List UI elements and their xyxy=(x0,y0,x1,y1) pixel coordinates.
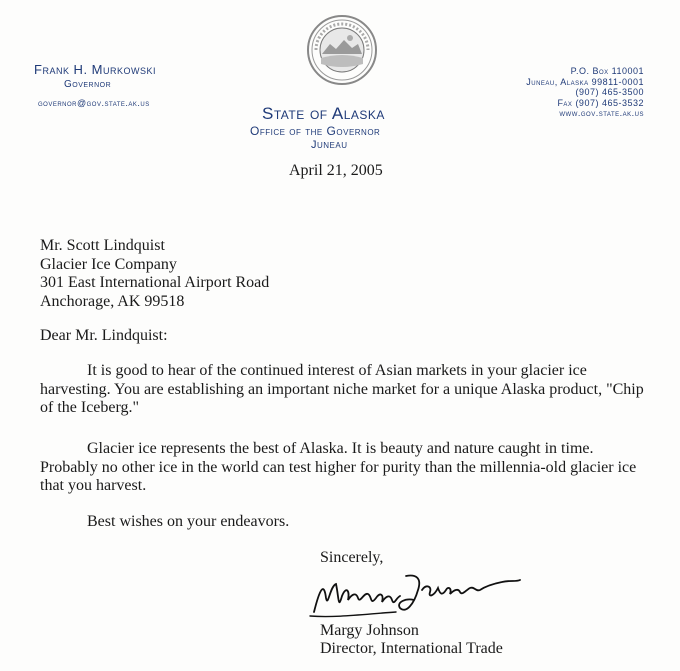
recipient-block xyxy=(40,237,269,312)
address-line: www.gov.state.ak.us xyxy=(559,108,644,118)
address-line: (907) 465-3500 xyxy=(575,87,644,97)
paragraph-text: Glacier ice represents the best of Alaska. It is beauty and nature caught in time. Probably no other ice in the world can test higher for purity than the millennia-old glacier ice that you harvest. xyxy=(40,440,637,495)
governor-name: Frank H. Murkowski xyxy=(34,62,157,77)
signer-name: Margy Johnson xyxy=(320,622,419,639)
body-paragraph: Best wishes on your endeavors. xyxy=(87,513,290,530)
salutation: Dear Mr. Lindquist: xyxy=(40,327,168,344)
office-name: Office of the Governor xyxy=(250,124,381,138)
governor-email: governor@gov.state.ak.us xyxy=(38,98,150,108)
recipient-line: Anchorage, AK 99518 xyxy=(40,293,185,311)
closing: Sincerely, xyxy=(320,549,384,566)
address-line: P.O. Box 110001 xyxy=(570,66,644,76)
signer-block xyxy=(320,622,503,658)
address-line: Juneau, Alaska 99811-0001 xyxy=(526,76,644,87)
address-line: Fax (907) 465-3532 xyxy=(557,97,644,108)
signer-title: Director, International Trade xyxy=(320,640,503,657)
paragraph-text: It is good to hear of the continued interest of Asian markets in your glacier ice harvesting. You are establishing an important niche market for a unique Alaska product, "Chip of the Iceberg." xyxy=(40,362,644,417)
state-seal-icon xyxy=(306,14,378,86)
city-name: Juneau xyxy=(311,139,348,151)
governor-title: Governor xyxy=(64,79,112,90)
state-name: State of Alaska xyxy=(262,104,385,123)
body-paragraph xyxy=(40,362,650,418)
handwritten-signature xyxy=(306,568,526,626)
recipient-line: 301 East International Airport Road xyxy=(40,274,270,292)
office-address xyxy=(484,66,644,119)
recipient-line: Glacier Ice Company xyxy=(40,255,177,273)
body-paragraph xyxy=(40,440,650,496)
recipient-line: Mr. Scott Lindquist xyxy=(40,237,165,254)
letter-date: April 21, 2005 xyxy=(289,162,383,179)
